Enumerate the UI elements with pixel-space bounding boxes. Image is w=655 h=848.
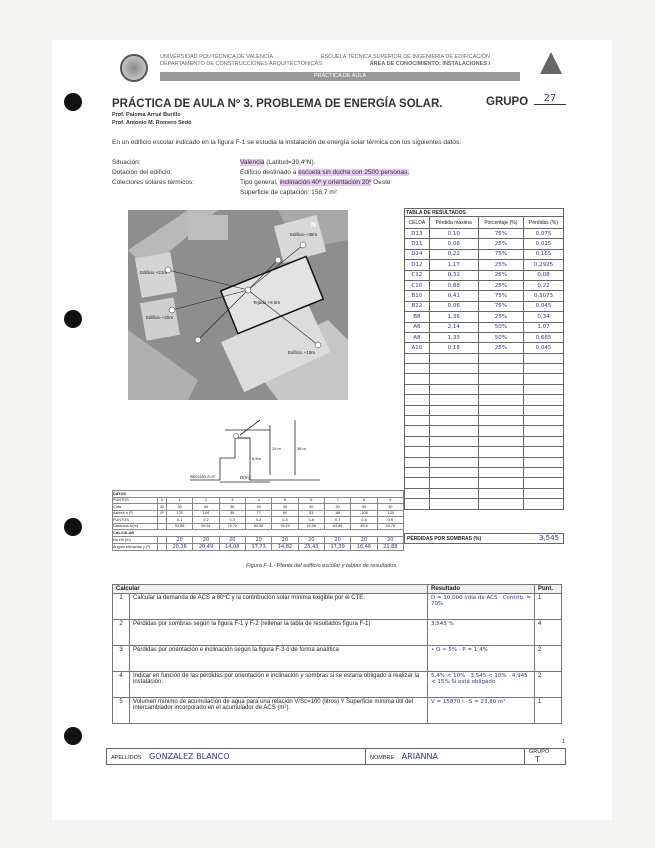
results-row	[405, 332, 564, 342]
calc-row-points: 2	[535, 646, 562, 672]
results-row	[405, 280, 564, 290]
datos-cell: 60	[272, 510, 298, 517]
label-tejado: Tejado +8,5m	[253, 300, 281, 305]
results-cell	[523, 478, 563, 488]
calc-row-text: Volumen mínimo de acumulación de agua para una relación V/Sc=100 (litros) Y Superficie mínima útil del intercambiador incorporado en el acumulador de ACS (m²).	[130, 698, 428, 724]
professor-1: Prof. Paloma Arrué Burillo	[112, 112, 181, 118]
datos-cell: 20	[219, 536, 245, 543]
calc-row-text: Pérdidas por orientación e inclinación según la figura F-3 ó de forma analítica	[130, 646, 428, 672]
results-row	[405, 312, 564, 322]
datos-cell: 30	[166, 504, 192, 511]
results-cell	[405, 467, 430, 477]
results-cell	[405, 436, 430, 446]
results-cell	[429, 467, 478, 477]
punt-header: Punt.	[535, 585, 562, 594]
calc-row-text: Pérdidas por sombras según la figura F-1 y F-2 (rellenar la tabla de resultados figura F-1)	[130, 620, 428, 646]
binder-hole	[64, 310, 82, 328]
datos-cell: 20,36	[166, 543, 192, 550]
results-cell: 0,22	[523, 280, 563, 290]
datos-cell: -120	[377, 510, 403, 517]
results-row	[405, 416, 564, 426]
grupo-label: GRUPO	[486, 96, 529, 108]
figure-caption: Figura F-1.- Planta del edificio escolar y tablas de resultados.	[246, 563, 398, 569]
resultado-header: Resultado	[428, 585, 535, 594]
results-cell: 75%	[478, 249, 523, 259]
binder-hole	[64, 518, 82, 536]
datos-cell: 20	[272, 536, 298, 543]
datos-cell: 20	[298, 536, 324, 543]
results-cell	[429, 364, 478, 374]
results-cell	[523, 384, 563, 394]
datos-cell: 14,08	[219, 543, 245, 550]
results-cell	[523, 488, 563, 498]
north-arrow-label: N	[311, 222, 317, 229]
results-row	[405, 260, 564, 270]
results-cell	[523, 364, 563, 374]
results-row	[405, 301, 564, 311]
datos-cell: 9	[377, 497, 403, 504]
datos-cell: 20	[166, 536, 192, 543]
footer-table	[106, 748, 566, 765]
datos-cell: 53	[298, 510, 324, 517]
calc-row-number: 2	[113, 620, 130, 646]
results-cell: D13	[405, 229, 430, 239]
binder-hole	[64, 727, 82, 745]
datos-cell: 20	[193, 536, 219, 543]
results-cell	[429, 499, 478, 509]
results-cell	[429, 395, 478, 405]
calc-row-text: Indicar en función de las pérdidas por orientación e inclinación y sombras si se estaría obligado a realizar la instalación.	[130, 672, 428, 698]
results-table	[404, 208, 564, 510]
results-cell	[523, 353, 563, 363]
calc-row-number: 1	[113, 594, 130, 620]
nombre-field: NOMBRE ARIANNA	[366, 749, 525, 765]
datos-cell: 20,49	[193, 543, 219, 550]
results-cell: 0,10	[429, 229, 478, 239]
school-logo	[540, 52, 562, 74]
results-row	[405, 447, 564, 457]
results-row	[405, 436, 564, 446]
apellidos-field: APELLIDOS GONZALEZ BLANCO	[107, 749, 366, 765]
datos-cell: 0-3	[219, 517, 245, 524]
results-cell	[405, 364, 430, 374]
results-row	[405, 488, 564, 498]
results-cell: 50%	[478, 332, 523, 342]
results-cell	[405, 499, 430, 509]
results-cell	[405, 457, 430, 467]
letterhead	[120, 54, 550, 90]
university-logo	[120, 54, 148, 82]
results-row	[405, 322, 564, 332]
datos-cell: 0-2	[193, 517, 219, 524]
results-cell: 0,015	[523, 239, 563, 249]
results-col-header: Porcentaje (%)	[478, 217, 523, 229]
results-row	[405, 229, 564, 239]
results-cell: 25%	[478, 312, 523, 322]
datos-cell: 17,39	[324, 543, 350, 550]
results-cell	[429, 478, 478, 488]
label-edificio-a: Edificio +21m	[140, 270, 168, 275]
results-cell: 0,18	[429, 343, 478, 353]
results-cell	[405, 374, 430, 384]
school-name: ESCUELA TÉCNICA SUPERIOR DE INGENIERÍA DE EDIFICACIÓN ÁREA DE CONOCIMIENTO: INSTALACIONES I	[320, 54, 490, 67]
results-cell	[478, 499, 523, 509]
results-col-header: Pérdida máxima	[429, 217, 478, 229]
results-cell	[429, 416, 478, 426]
datos-cell: Distancia D(m)	[113, 523, 158, 530]
results-cell	[478, 395, 523, 405]
results-row	[405, 405, 564, 415]
datos-row	[113, 536, 404, 543]
results-cell: 75%	[478, 291, 523, 301]
results-cell: 1,17	[429, 260, 478, 270]
results-cell	[478, 426, 523, 436]
results-cell	[405, 488, 430, 498]
calc-row-points: 4	[535, 620, 562, 646]
datos-cell: 30	[377, 504, 403, 511]
label-edificio-b: Edificio +20m	[146, 315, 174, 320]
results-cell: C12	[405, 270, 430, 280]
datos-cell: 21,88	[377, 543, 403, 550]
situacion-value: Valencia (Latitud=39,4ºN).	[240, 159, 316, 166]
professor-2: Prof. Antonio M. Romero Sedó	[112, 120, 192, 126]
grupo-field: GRUPO T	[525, 749, 566, 765]
calc-row-number: 4	[113, 672, 130, 698]
section-label: Sección A-A'	[190, 474, 216, 479]
results-cell	[478, 478, 523, 488]
binder-hole	[64, 93, 82, 111]
results-cell: 0,06	[429, 301, 478, 311]
intro-text: En un edificio escolar indicado en la figura F-1 se estudia la instalación de energía solar térmica con los siguientes datos:	[112, 139, 462, 146]
results-cell	[523, 416, 563, 426]
results-cell: B10	[405, 291, 430, 301]
results-cell	[478, 384, 523, 394]
datos-cell: 0	[158, 497, 167, 504]
dotacion-value: Edificio destinado a escuela sin ducha con 2500 personas.	[240, 169, 410, 176]
results-cell	[523, 426, 563, 436]
results-cell: 1,33	[429, 332, 478, 342]
results-cell: 25%	[478, 343, 523, 353]
results-row	[405, 457, 564, 467]
datos-cell: 14,82	[272, 543, 298, 550]
results-row	[405, 395, 564, 405]
results-cell	[478, 436, 523, 446]
grupo-value: 27	[534, 93, 566, 105]
results-row	[405, 270, 564, 280]
datos-cell: 0-7	[324, 517, 350, 524]
results-cell	[478, 457, 523, 467]
datos-row	[113, 543, 404, 550]
results-cell: 0,08	[523, 270, 563, 280]
datos-cell: -86	[324, 510, 350, 517]
results-title: TABLA DE RESULTADOS	[405, 209, 564, 217]
calc-row-result: D = 10.000 l/día de ACS · Contrib. = 70%	[428, 594, 535, 620]
results-total-value: 3,545	[538, 534, 559, 542]
datos-section-title: CALCULAR	[113, 530, 404, 537]
datos-cell: 77	[245, 510, 271, 517]
results-cell: B8	[405, 312, 430, 322]
results-cell: C10	[405, 280, 430, 290]
results-cell: 25%	[478, 239, 523, 249]
results-cell	[478, 488, 523, 498]
results-cell	[478, 353, 523, 363]
calc-row-points: 1	[535, 594, 562, 620]
datos-cell: 59,51	[193, 523, 219, 530]
section-h1: 8,5m	[252, 456, 261, 461]
calc-table	[112, 584, 562, 724]
results-cell: 75%	[478, 229, 523, 239]
datos-cell: Ángulo elevación γ (º)	[113, 543, 158, 550]
results-row	[405, 353, 564, 363]
results-cell: D12	[405, 260, 430, 270]
datos-cell: 49,78	[377, 523, 403, 530]
results-row	[405, 364, 564, 374]
results-cell	[478, 416, 523, 426]
results-cell	[405, 395, 430, 405]
datos-cell: 30	[272, 504, 298, 511]
datos-cell: 5	[272, 497, 298, 504]
colectores-label: Colectores solares térmicos:	[112, 179, 194, 186]
results-col-header: CELDA	[405, 217, 430, 229]
datos-cell: 4	[245, 497, 271, 504]
datos-cell: 85	[219, 510, 245, 517]
results-row	[405, 374, 564, 384]
results-cell: A6	[405, 322, 430, 332]
results-cell	[429, 384, 478, 394]
datos-cell: PUNTOS	[113, 497, 158, 504]
results-cell	[405, 426, 430, 436]
datos-cell	[158, 543, 167, 550]
results-cell: D11	[405, 239, 430, 249]
datos-cell: 20	[324, 536, 350, 543]
results-row	[405, 239, 564, 249]
results-cell: 75%	[478, 301, 523, 311]
section-diagram	[180, 410, 340, 485]
datos-cell: 120	[166, 510, 192, 517]
results-row	[405, 384, 564, 394]
results-cell: 2,14	[429, 322, 478, 332]
dotacion-label: Dotación del edificio:	[112, 169, 172, 176]
datos-cell: 78,23	[272, 523, 298, 530]
datos-cell: 0-1	[166, 517, 192, 524]
datos-cell: 0-9	[377, 517, 403, 524]
calc-row-points: 2	[535, 672, 562, 698]
datos-cell: 8	[351, 497, 377, 504]
datos-cell: 45,6	[351, 523, 377, 530]
results-row	[405, 426, 564, 436]
datos-cell: 17,73	[245, 543, 271, 550]
results-cell	[429, 457, 478, 467]
section-h3: 38 m	[297, 446, 306, 451]
results-cell	[523, 457, 563, 467]
datos-cell: 0-5	[272, 517, 298, 524]
results-cell	[429, 488, 478, 498]
datos-cell: -106	[351, 510, 377, 517]
datos-cell: 30	[245, 504, 271, 511]
datos-cell: PUNTOS	[113, 517, 158, 524]
results-col-header: Pérdidas (%)	[523, 217, 563, 229]
datos-cell: 6	[298, 497, 324, 504]
results-cell	[478, 467, 523, 477]
page-number: 1	[562, 739, 566, 745]
results-cell	[429, 405, 478, 415]
datos-cell: 30	[351, 504, 377, 511]
results-cell: 0,075	[523, 229, 563, 239]
results-cell: A8	[405, 332, 430, 342]
university-name: UNIVERSIDAD POLITÉCNICA DE VALENCIA DEPARTAMENTO DE CONSTRUCCIONES ARQUITECTÓNICAS	[160, 54, 322, 67]
aerial-plan-image	[128, 210, 348, 400]
calc-row-number: 5	[113, 698, 130, 724]
calc-row	[113, 594, 562, 620]
results-cell	[405, 447, 430, 457]
results-cell: 25%	[478, 280, 523, 290]
results-row	[405, 499, 564, 509]
results-cell: 0,22	[429, 249, 478, 259]
results-cell	[405, 478, 430, 488]
results-cell	[523, 467, 563, 477]
results-cell	[478, 364, 523, 374]
datos-cell: 25,43	[298, 543, 324, 550]
colectores-value: Tipo general, inclinación 40º y orientación 20º Oeste	[240, 179, 391, 186]
results-cell: 0,88	[429, 280, 478, 290]
results-cell: 50%	[478, 322, 523, 332]
results-cell	[523, 447, 563, 457]
results-row	[405, 467, 564, 477]
results-row	[405, 291, 564, 301]
calc-row-result: 3,545 %	[428, 620, 535, 646]
calc-row-number: 3	[113, 646, 130, 672]
results-cell	[429, 374, 478, 384]
results-cell: 25%	[478, 260, 523, 270]
datos-section-title: DATOS	[113, 491, 404, 498]
results-cell	[429, 353, 478, 363]
datos-cell: 30	[219, 504, 245, 511]
section-d-label: D(m)	[240, 475, 250, 480]
results-cell: 0,3075	[523, 291, 563, 301]
results-cell	[429, 426, 478, 436]
calc-row	[113, 698, 562, 724]
datos-cell: 20	[245, 536, 271, 543]
calc-row-result: V = 15870 l · S = 23,80 m²	[428, 698, 535, 724]
datos-cell: 79,72	[219, 523, 245, 530]
datos-cell: 16,46	[351, 543, 377, 550]
datos-cell: 53,88	[166, 523, 192, 530]
results-cell	[429, 447, 478, 457]
results-cell: 0,06	[429, 239, 478, 249]
results-cell	[429, 436, 478, 446]
calc-row-result: 5,4% < 10% · 3,545 < 10% · 4,945 < 15% Sí está obligado	[428, 672, 535, 698]
results-cell	[478, 405, 523, 415]
results-cell: 0,665	[523, 332, 563, 342]
datos-cell: 20	[351, 536, 377, 543]
results-cell: 0,045	[523, 343, 563, 353]
results-cell	[523, 374, 563, 384]
results-cell	[478, 374, 523, 384]
results-cell: A10	[405, 343, 430, 353]
datos-table	[112, 490, 404, 551]
results-row	[405, 343, 564, 353]
calc-row-points: 1	[535, 698, 562, 724]
results-cell: 0,32	[429, 270, 478, 280]
results-cell: B12	[405, 301, 430, 311]
results-cell: D14	[405, 249, 430, 259]
datos-cell: 30	[193, 504, 219, 511]
datos-cell: 30	[298, 504, 324, 511]
datos-cell	[158, 536, 167, 543]
results-cell: 1,36	[429, 312, 478, 322]
calc-row-text: Calcular la demanda de ACS a 60ºC y la contribución solar mínima exigible por el CTE.	[130, 594, 428, 620]
results-row	[405, 249, 564, 259]
datos-cell: 3	[219, 497, 245, 504]
datos-cell: 7	[324, 497, 350, 504]
datos-cell: Ha-Hb (m)	[113, 536, 158, 543]
datos-cell: 42,08	[298, 523, 324, 530]
label-edificio-d: Edificio +38m	[290, 232, 318, 237]
header-band: PRÁCTICA DE AULA	[160, 72, 520, 81]
datos-cell: 62,58	[245, 523, 271, 530]
results-total-row	[404, 533, 564, 544]
results-total-label: PÉRDIDAS POR SOMBRAS (%)	[407, 536, 482, 542]
calc-header: Calcular	[113, 585, 428, 594]
calc-row	[113, 672, 562, 698]
results-cell: 0,165	[523, 249, 563, 259]
datos-cell: Azimut α (º)	[113, 510, 158, 517]
results-cell: 0,2925	[523, 260, 563, 270]
results-cell: 0,045	[523, 301, 563, 311]
calc-row	[113, 646, 562, 672]
results-cell: 0,41	[429, 291, 478, 301]
results-cell	[523, 395, 563, 405]
superficie-value: Superficie de captación: 158,7 m²	[240, 189, 337, 196]
datos-cell: 20	[377, 536, 403, 543]
datos-cell: 0º	[158, 510, 167, 517]
datos-cell: 0-6	[298, 517, 324, 524]
section-h2: 19 m	[272, 446, 281, 451]
results-cell	[405, 416, 430, 426]
results-cell	[478, 447, 523, 457]
results-row	[405, 478, 564, 488]
calc-row-result: • O ≈ 5% · P = 1,4%	[428, 646, 535, 672]
datos-cell: 32	[158, 504, 167, 511]
results-cell	[405, 384, 430, 394]
datos-cell: 63,85	[324, 523, 350, 530]
datos-cell: 0-8	[351, 517, 377, 524]
calc-row	[113, 620, 562, 646]
results-cell: 25%	[478, 270, 523, 280]
results-cell	[523, 436, 563, 446]
datos-cell: 2	[193, 497, 219, 504]
results-cell	[523, 499, 563, 509]
datos-cell: 0-4	[245, 517, 271, 524]
situacion-label: Situación:	[112, 159, 141, 166]
datos-cell: 30	[324, 504, 350, 511]
aerial-plan-svg	[128, 210, 348, 400]
results-cell: 1,07	[523, 322, 563, 332]
page-title: PRÁCTICA DE AULA Nº 3. PROBLEMA DE ENERGÍA SOLAR.	[112, 98, 443, 110]
results-cell	[523, 405, 563, 415]
datos-cell: Cota	[113, 504, 158, 511]
datos-cell: 1	[166, 497, 192, 504]
results-cell: 0,34	[523, 312, 563, 322]
results-cell	[405, 353, 430, 363]
label-edificio-e: Edificio +19m	[288, 350, 316, 355]
results-cell	[405, 405, 430, 415]
datos-cell: 104	[193, 510, 219, 517]
